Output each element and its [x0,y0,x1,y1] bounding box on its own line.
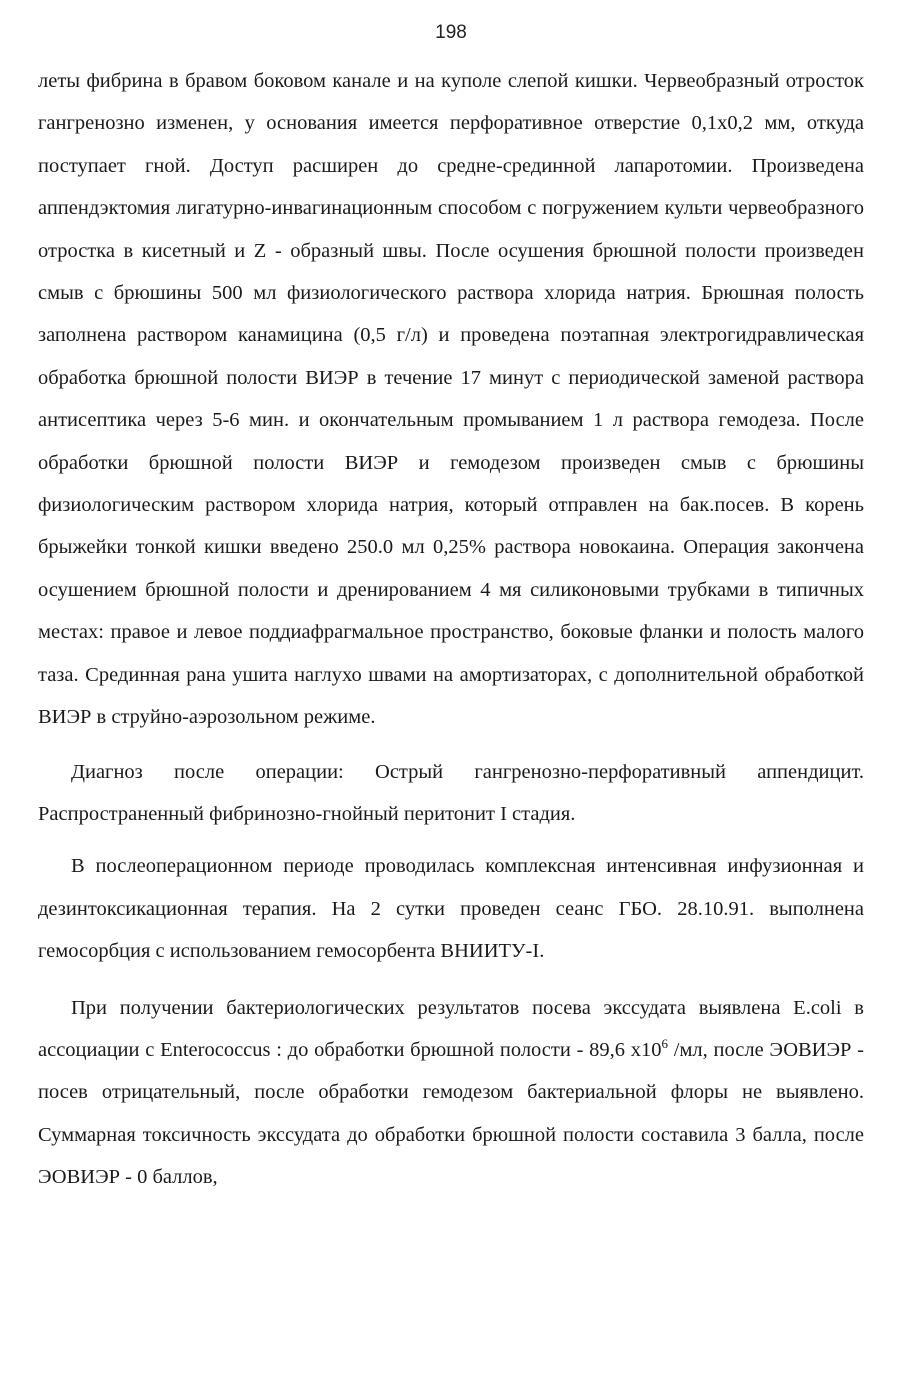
paragraph-bacteriology [38,987,864,1199]
page-number: 198 [435,22,467,43]
paragraph-operation-description: леты фибрина в бравом боковом канале и на куполе слепой кишки. Червеобразный отросток гангренозно изменен, у основания имеется перфоративное отверстие 0,1х0,2 мм, откуда поступает гной. Доступ расширен до средне-срединной лапаротомии. Произведена аппендэктомия лигатурно-инвагинационным способом с погружением культи червеобразного отростка в кисетный и Z - образный швы. После осушения брюшной полости произведен смыв с брюшины 500 мл физиологического раствора хлорида натрия. Брюшная полость заполнена раствором канамицина (0,5 г/л) и проведена поэтапная электрогидравлическая обработка брюшной полости ВИЭР в течение 17 минут с периодической заменой раствора антисептика через 5-6 мин. и окончательным промыванием 1 л раствора гемодеза. После обработки брюшной полости ВИЭР и гемодезом произведен смыв с брюшины физиологическим раствором хлорида натрия, который отправлен на бак.посев. В корень брыжейки тонкой кишки введено 250.0 мл 0,25% раствора новокаина. Операция закончена осушением брюшной полости и дренированием 4 мя силиконовыми трубками в типичных местах: правое и левое поддиафрагмальное пространство, боковые фланки и полость малого таза. Срединная рана ушита наглухо швами на амортизаторах, с дополнительной обработкой ВИЭР в струйно-аэрозольном режиме. [38,70,864,729]
paragraph-postoperative: В послеоперационном периоде проводилась комплексная интенсивная инфузионная и дезинтоксикационная терапия. На 2 сутки проведен сеанс ГБО. 28.10.91. выполнена гемосорбция с использованием гемосорбента ВНИИТУ-I. [38,855,864,963]
body-text [38,60,864,1199]
exponent: 6 [661,1035,669,1051]
paragraph-diagnosis: Диагноз после операции: Острый гангренозно-перфоративный аппендицит. Распространенный фибринозно-гнойный перитонит I стадия. [38,760,864,825]
bacteriology-text-end: /мл, после ЭОВИЭР - посев отрицательный, после обработки гемодезом бактериальной флоры не выявлено. Суммарная токсичность экссудата до обработки брюшной полости составила 3 балла, после ЭОВИЭР - 0 баллов, [38,1038,864,1189]
bacteriology-text-start: При получении бактериологических результатов посева экссудата выявлена E.coli в ассоциации с Enterococcus : до обработки брюшной полости - 89,6 х10 [38,996,864,1061]
